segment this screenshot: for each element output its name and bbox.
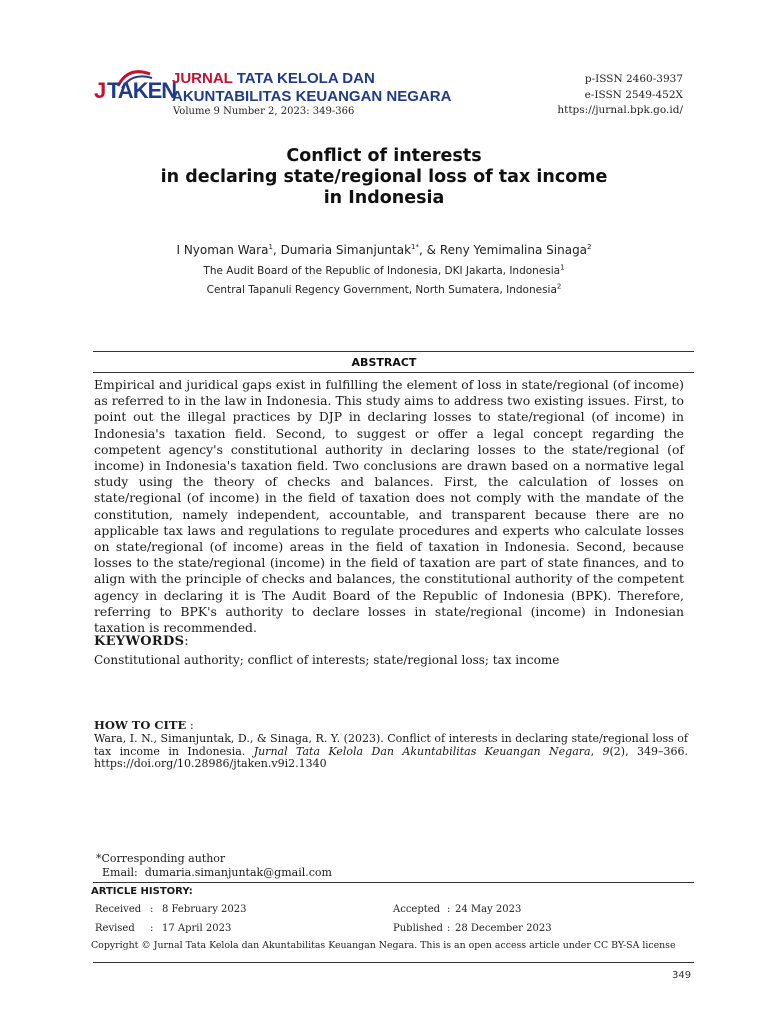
title-line: Conflict of interests [286,146,482,166]
citation [94,733,688,771]
title-line: in Indonesia [323,188,445,208]
author-affil-mark: 1 [268,243,273,251]
issn-block [557,72,683,119]
journal-name-red: JURNAL [172,70,233,87]
abstract-heading: ABSTRACT [351,356,417,369]
p-issn: p-ISSN 2460-3937 [584,73,683,85]
affiliation [0,265,768,277]
author-separator: , & [419,243,440,257]
author-list [0,243,768,257]
keywords-list: Constitutional authority; conflict of interests; state/regional loss; tax income [94,653,560,667]
affiliation-text: The Audit Board of the Republic of Indonesia, DKI Jakarta, Indonesia [203,265,561,277]
logo-letter-j: J [94,78,107,103]
history-colon: : [150,904,154,915]
history-revised-label: Revised [95,923,135,934]
history-received-date: 8 February 2023 [162,904,247,915]
keywords-colon: : [184,634,189,649]
corresponding-label: *Corresponding author [96,852,226,865]
journal-name-blue: TATA KELOLA DAN [236,70,375,87]
author-name: Reny Yemimalina Sinaga [439,243,588,257]
history-top-rule [93,882,694,883]
history-accepted-label: Accepted [393,904,441,915]
abstract-top-rule [93,351,694,352]
e-issn: e-ISSN 2549-452X [584,88,683,101]
author-separator: , [272,243,281,257]
history-published-label: Published [393,923,443,934]
journal-name-line2: AKUNTABILITAS KEUANGAN NEGARA [172,88,452,105]
history-colon: : [150,923,154,934]
affiliation-text: Central Tapanuli Regency Government, North Sumatera, Indonesia [206,284,557,296]
affiliation [0,284,768,296]
affiliation-mark: 1 [560,263,565,272]
page-number: 349 [672,970,692,981]
keywords-heading [94,634,189,649]
author-name: I Nyoman Wara [176,243,269,257]
journal-logo [94,68,177,108]
citation-issue-doi[interactable]: (2), 349–366. https://doi.org/10.28986/jtaken.v9i2.1340 [94,744,688,771]
logo-word-taken: TAKEN [107,78,177,103]
journal-name-line1 [172,70,375,88]
history-colon: : [447,904,451,915]
author-name: Dumaria Simanjuntak [280,243,412,257]
citation-volume: 9 [602,744,610,758]
abstract-heading-rule [93,372,694,373]
history-revised-date: 17 April 2023 [162,923,232,934]
keywords-label: KEYWORDS [94,634,185,649]
citation-authors-title: Wara, I. N., Simanjuntak, D., & Sinaga, R. Y. (2023). Conflict of interests in declaring state/regional loss of tax income in Indonesia. [94,732,688,758]
email-label: Email: [102,866,138,879]
author-affil-mark: 1* [411,243,420,251]
journal-volume: Volume 9 Number 2, 2023: 349-366 [173,106,355,117]
how-to-cite-label: HOW TO CITE [94,718,187,732]
citation-sep: , [590,744,603,758]
history-received-label: Received [95,904,142,915]
article-history-heading: ARTICLE HISTORY: [91,886,193,897]
history-colon: : [447,923,451,934]
title-line: in declaring state/regional loss of tax income [160,167,608,187]
citation-journal: Jurnal Tata Kelola Dan Akuntabilitas Keuangan Negara [253,744,591,758]
copyright-notice: Copyright © Jurnal Tata Kelola dan Akuntabilitas Keuangan Negara. This is an open access article under CC BY-SA license [91,940,676,951]
history-accepted-date: 24 May 2023 [455,904,522,915]
abstract-body: Empirical and juridical gaps exist in fulfilling the element of loss in state/regional (of income) as referred to in the law in Indonesia. This study aims to address two existing issues. First, to point out the illegal practices by DJP in declaring losses to state/regional (of income) in Indonesia's taxation field. Second, to suggest or offer a legal concept regarding the competent agency's constitutional authority in declaring losses to the state/regional (of income) in Indonesia's taxation field. Two conclusions are drawn based on a normative legal study using the theory of checks and balances. First, the calculation of losses on state/regional (of income) in the field of taxation does not comply with the mandate of the constitution, namely independent, accountable, and transparent because there are no applicable tax laws and regulations to regulate procedures and experts who calculate losses on state/regional (of income) areas in the field of taxation in Indonesia. Second, because losses to the state/regional (income) in the field of taxation are part of state finances, and to align with the principle of checks and balances, the constitutional authority of the competent agency in declaring it is The Audit Board of the Republic of Indonesia (BPK). Therefore, referring to BPK's authority to declare losses in state/regional (income) in Indonesian taxation is recommended. [94,377,684,636]
journal-url[interactable]: https://jurnal.bpk.go.id/ [557,104,683,116]
footer-rule [93,962,694,963]
author-email[interactable]: dumaria.simanjuntak@gmail.com [144,866,332,879]
corresponding-author [96,852,332,880]
how-to-cite-colon: : [186,718,194,732]
how-to-cite-heading [94,718,194,732]
author-affil-mark: 2 [587,243,592,251]
affiliation-mark: 2 [556,282,562,291]
article-title [0,146,768,209]
history-published-date: 28 December 2023 [455,923,552,934]
